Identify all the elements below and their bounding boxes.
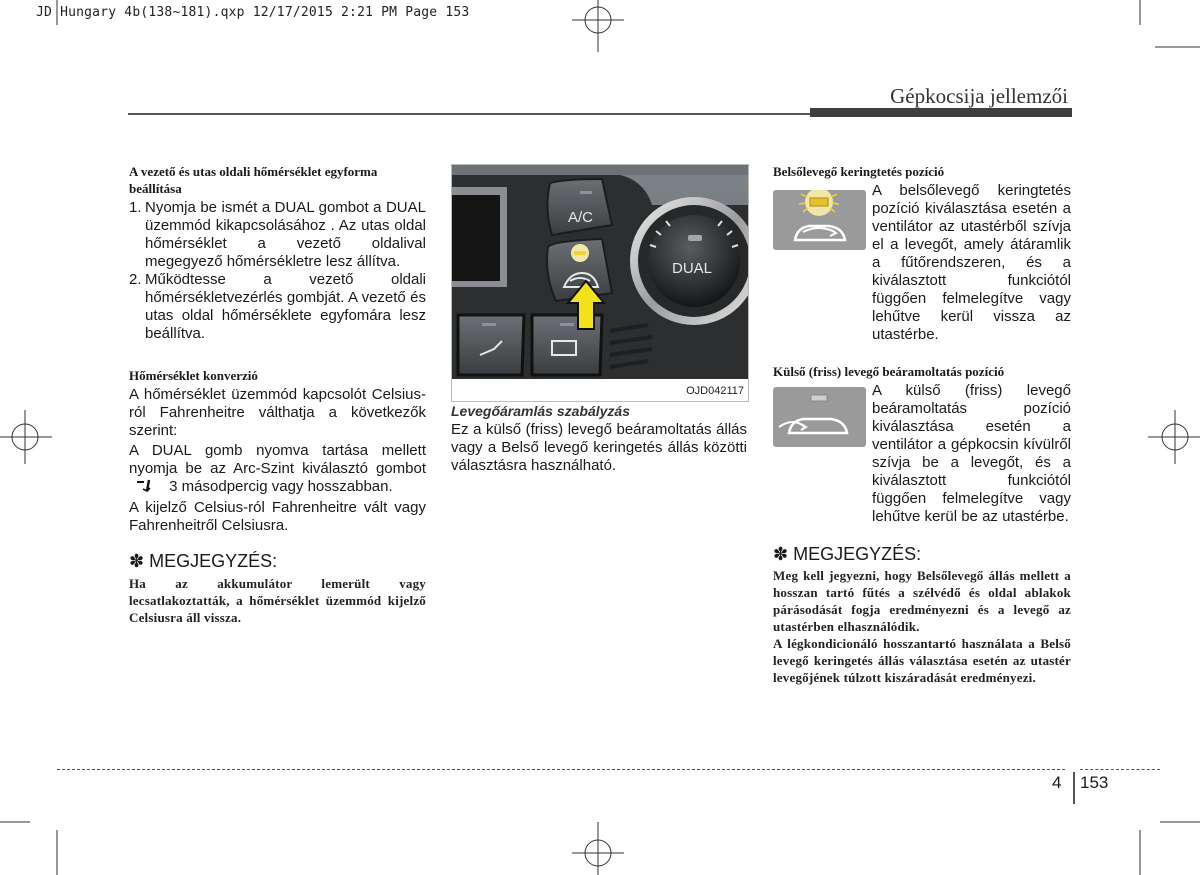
airflow-paragraph: Ez a külső (friss) levegő beáramoltatás állás vagy a Belső levegő keringetés állás közötti választásra használható. (451, 421, 747, 474)
step-text: Működtesse a vezető oldali hőmérsékletvezérlés gombját. A vezető és utas oldal hőmérséklete egyfomára lesz beállítva. (145, 271, 426, 342)
section-title: Gépkocsija jellemzői (890, 84, 1068, 108)
step-item (129, 199, 426, 271)
step-text: Nyomja be ismét a DUAL gombot a DUAL üzemmód kikapcsolásához . Az utas oldal hőmérséklet a vezető oldalival megegyező hőmérsékletre lesz állítva. (145, 199, 426, 270)
subhead-equal-temperature: A vezető és utas oldali hőmérséklet egyforma beállítása (129, 164, 378, 196)
fresh-air-paragraph: A külső (friss) levegő beáramoltatás pozíció kiválasztása esetén a ventilátor a gépkocsin kívülről szívja be a levegőt, és a kiválasztott funkciótól függően felmelegítve vagy lehűtve kerül be az utastérbe. (872, 382, 1071, 525)
left-column (129, 163, 426, 626)
subhead-fresh-air: Külső (friss) levegő beáramoltatás pozíció (773, 364, 1005, 379)
recirculation-block (773, 182, 1071, 344)
header-rule (128, 113, 811, 115)
subhead-temperature-conversion: Hőmérséklet konverzió (129, 368, 258, 383)
footer-rule-left (57, 769, 1065, 770)
ac-button-label: A/C (568, 209, 594, 226)
note-body-right-1: Meg kell jegyezni, hogy Belsőlevegő állás mellett a hosszan tartó fűtés a szélvédő és oldal ablakok párásodását fogja eredményezni és a levegő az utastérben elhasználódik. (773, 568, 1071, 634)
climate-control-illustration (452, 165, 748, 401)
conversion-paragraph: A hőmérséklet üzemmód kapcsolót Celsius-ról Fahrenheitre válthatja a következők szerint: (129, 386, 426, 439)
step-item (129, 271, 426, 343)
face-level-mode-icon (135, 479, 159, 493)
recirculation-paragraph: A belsőlevegő keringtetés pozíció kiválasztása esetén a ventilátor az utastérből szívja el a levegőt, amely átáramlik a fűtőrendszeren, és a kiválasztott funkciótól függően felmelegítve vagy lehűtve kerül vissza az utastérbe. (872, 182, 1071, 343)
fresh-air-icon-cell (773, 382, 872, 526)
recirculation-icon (773, 190, 866, 250)
image-code: OJD042117 (686, 385, 744, 397)
print-header: JD Hungary 4b(138~181).qxp 12/17/2015 2:21 PM Page 153 (36, 5, 470, 20)
dual-button-label: DUAL (672, 260, 713, 277)
recirculation-icon-cell (773, 182, 872, 344)
caption-airflow-control: Levegőáramlás szabályzás (451, 403, 630, 419)
page-number: 153 (1080, 773, 1109, 792)
step-number: 2. (129, 271, 142, 288)
recirculation-mode-icon (773, 190, 866, 250)
fresh-air-icon (773, 387, 866, 447)
footer-rule-right (1080, 769, 1160, 770)
display-switch-paragraph: A kijelző Celsius-ról Fahrenheitre vált vagy Fahrenheitről Celsiusra. (129, 499, 426, 534)
subhead-recirculation: Belsőlevegő keringtetés pozíció (773, 164, 945, 179)
dual-hold-paragraph: A DUAL gomb nyomva tartása mellett nyomja be az Arc-Szint kiválasztó gombot 3 másodpercig vagy hosszabban. (129, 442, 426, 495)
footer-divider (1073, 772, 1075, 804)
right-column (773, 163, 1071, 686)
note-title-left: ✽ MEGJEGYZÉS: (129, 551, 278, 571)
step-number: 1. (129, 199, 142, 216)
note-body-right-2: A légkondicionáló hosszantartó használata a Belső levegő keringetés állás választása esetén az utastér levegőjének túlzott kiszáradását eredményezi. (773, 636, 1071, 685)
note-body-left: Ha az akkumulátor lemerült vagy lecsatlakoztatták, a hőmérséklet üzemmód kijelző Celsiusra áll vissza. (129, 576, 426, 625)
note-title-right: ✽ MEGJEGYZÉS: (773, 544, 922, 564)
steps-list (129, 199, 426, 343)
middle-column-text (451, 403, 747, 475)
fresh-air-block (773, 382, 1071, 526)
header-bar (810, 108, 1072, 117)
chapter-number: 4 (1052, 773, 1062, 792)
control-panel-image (451, 164, 749, 402)
fresh-air-mode-icon (773, 387, 866, 447)
